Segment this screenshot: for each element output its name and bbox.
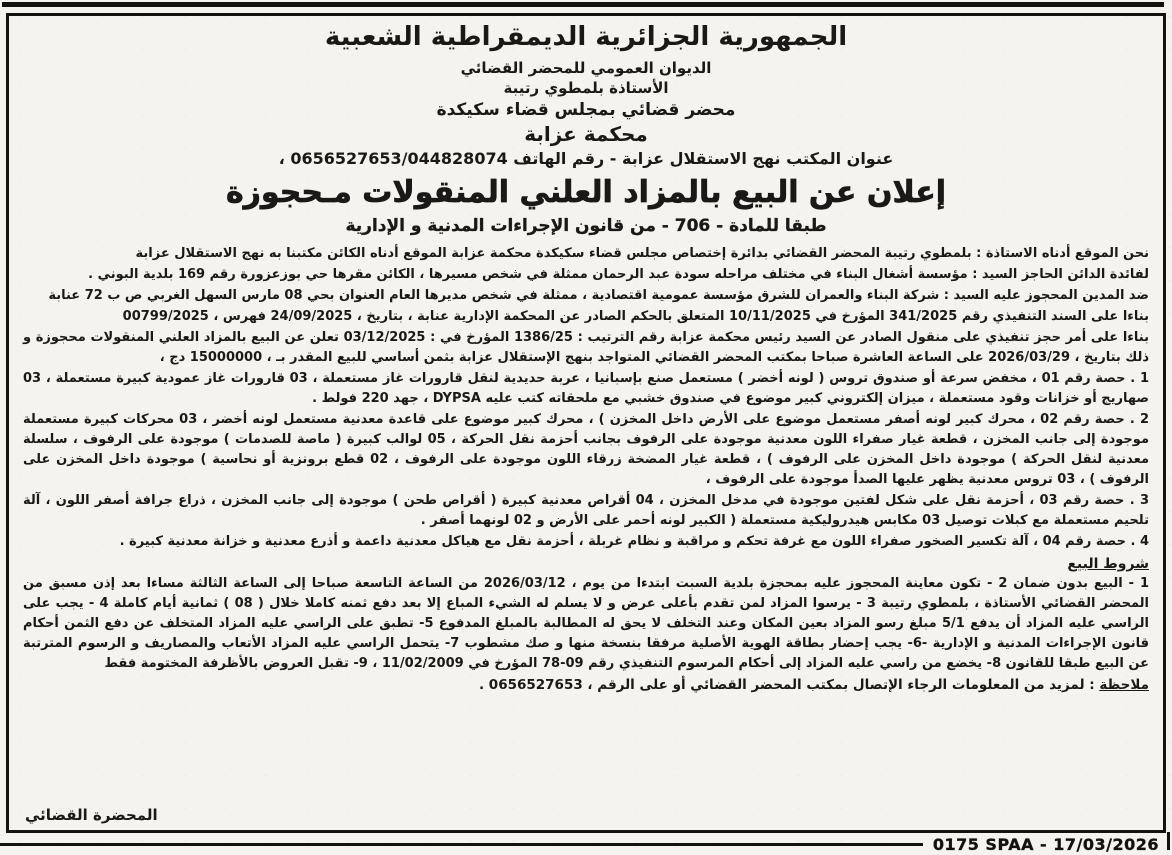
intro-paragraph: نحن الموقع أدناه الاستاذة : بلمطوي رتيبة المحضر القضائي بدائرة إختصاص مجلس قضاء سكيكدة محكمة عزابة الموقع أدناه الكائن مكتبنا به نهج الاستقلال عزابة xyxy=(135,246,1149,261)
court-council-line: محضر قضائي بمجلس قضاء سكيكدة xyxy=(436,100,736,120)
bailiff-name-line: الأستاذة بلمطوي رتيبة xyxy=(503,79,669,97)
note-label: ملاحظة xyxy=(1099,677,1149,693)
bottom-border-rule xyxy=(0,843,923,846)
legal-article-subtitle: طبقا للمادة - 706 - من قانون الإجراءات المدنية و الإدارية xyxy=(345,216,827,236)
lot-item-4: 4 . حصة رقم 04 ، آلة تكسير الصخور صفراء اللون مع غرفة تحكم و مراقبة و نظام غربلة ، أحزمة نقل مع هياكل معدنية داعمة و أذرع معدنية و خزانة معدنية كبيرة . xyxy=(119,534,1149,549)
note-text: : لمزيد من المعلومات الرجاء الإتصال بمكتب المحضر القضائي أو على الرقم ، 0656527653 . xyxy=(478,677,1095,693)
note-line xyxy=(23,675,1149,695)
lot-item-2: 2 . حصة رقم 02 ، محرك كبير لونه أصفر مستعمل موضوع على الأرض داخل المخزن ) ، محرك كبير موضوع على قاعدة معدنية مستعمل لونه أخضر ، 03 محركات كبيرة مستعملة موجودة إلى جانب المخزن ، قطعة غيار صفراء اللون معدنية موجودة على الرفوف بجانب أحزمة نقل الحركة ، 05 لوالب كبيرة ( ماصة للصدمات ) موجودة على الرفوف ، سلسلة معدنية لنقل الحركة ) موجودة داخل المخزن على الرفوف ) ، قطعة غيار المضخة زرقاء اللون موجودة على الرفوف ، 02 قطع برونزية أو نحاسية ) موجودة داخل المخزن على الرفوف ) ، 03 تروس معدنية يظهر عليها الصدأ موجودة على الرفوف ، xyxy=(23,412,1149,487)
creditor-paragraph: لفائدة الدائن الحاجز السيد : مؤسسة أشغال البناء في مختلف مراحله سودة عبد الرحمان ممثلة في شخص مسيرها ، الكائن مقرها حي بوزعزورة رقم 169 بلدية البوني . xyxy=(88,267,1149,282)
frame-corner-tick xyxy=(1167,832,1170,850)
notice-body xyxy=(23,244,1149,695)
office-address-line: عنوان المكتب نهج الاستقلال عزابة - رقم الهاتف 0656527653/044828074 ، xyxy=(278,149,894,168)
document-frame xyxy=(6,13,1166,833)
sale-terms-heading: شروط البيع xyxy=(1067,556,1149,572)
sale-terms-paragraph: 1 - البيع بدون ضمان 2 - تكون معاينة المحجوز عليه بمحجزة بلدية السبت ابتدءا من يوم ، 2026/03/12 من الساعة التاسعة صباحا إلى الساعة الثالثة مساءا بعد إذن مسبق من المحضر القضائي الأستاذة ، بلمطوي رتيبة 3 - يرسوا المزاد لمن تقدم بأعلى عرض و لا يسلم له الشيء المباع إلا بعد دفع ثمنه كاملا خلال ( 08 ) ثمانية أيام كاملة 4 - يجب على الراسي عليه المزاد أن يدفع 5/1 مبلغ رسو المزاد بعين المكان وعند التخلف لا يحق له المطالبة بالمبلغ المدفوع 5- تطبق على الراسي عليه المزاد المتخلف عن دفع الثمن أحكام قانون الإجراءات المدنية و الإدارية -6- يجب إحضار بطاقة الهوية الأصلية مرفقا بنسخة منها و صك مشطوب 7- يتحمل الراسي عليه المزاد الأتعاب والمصاريف و الرسوم المترتبة عن البيع طبقا للقانون 8- يخضع من راسي عليه المزاد إلى أحكام المرسوم التنفيذي رقم 09-78 المؤرخ في 11/02/2009 ، 9- تقبل العروض بالأظرفة المختومة فقط xyxy=(23,576,1149,671)
bailiff-office-line: الديوان العمومي للمحضر القضائي xyxy=(460,59,712,77)
lot-item-1: 1 . حصة رقم 01 ، مخفض سرعة أو صندوق تروس ( لونه أخضر ) مستعمل صنع بإسبانيا ، عربة حديدية لنقل قارورات غاز مستعملة ، 03 قارورات غاز عمودية كبيرة مستعملة ، 03 صهاريج أو خزانات وقود مستعملة ، ميزان إلكتروني كبير موضوع في صندوق خشبي مع ملحقاته كتب عليه DYPSA ، جهد 220 فولط . xyxy=(23,371,1150,406)
bottom-footer-row xyxy=(0,835,1170,854)
notice-title: إعلان عن البيع بالمزاد العلني المنقولات مـحجوزة xyxy=(225,175,947,210)
lot-item-3: 3 . حصة رقم 03 ، أحزمة نقل على شكل لفتين موجودة في مدخل المخزن ، 04 أقراص معدنية كبيرة ( أقراص طحن ) موجودة إلى جانب المخزن ، ذراع جرافة أصفر اللون ، آلة تلحيم مستعملة مع كبلات توصيل 03 مكابس هيدروليكية مستعملة ( الكبير لونه أحمر على الأرض و 02 لونهما أصفر . xyxy=(23,493,1149,528)
court-name-line: محكمة عزابة xyxy=(524,122,648,146)
top-border-rule xyxy=(2,2,1164,7)
stamp-reference: 0175 SPAA - 17/03/2026 xyxy=(932,835,1159,854)
bailiff-signature: المحضرة القضائي xyxy=(25,806,158,824)
seizure-order-paragraph: بناءا على أمر حجز تنفيذي على منقول الصادر عن السيد رئيس محكمة عزابة رقم الترتيب : 1386/25 المؤرخ في : 03/12/2025 تعلن عن البيع بالمزاد العلني المنقولات محجوزة و ذلك بتاريخ ، 2026/03/29 على الساعة العاشرة صباحا بمكتب المحضر القضائي المتواجد بنهج الإستقلال عزابة بثمن أساسي للبيع المقدر بـ ، 15000000 دج ، xyxy=(23,330,1149,365)
writ-paragraph: بناءا على السند التنفيذي رقم 341/2025 المؤرخ في 10/11/2025 المتعلق بالحكم الصادر عن المحكمة الإدارية عنابة ، بتاريخ ، 24/09/2025 فهرس ، 00799/2025 xyxy=(122,309,1149,324)
republic-header: الجمهورية الجزائرية الديمقراطية الشعبية xyxy=(324,22,848,52)
debtor-paragraph: ضد المدين المحجوز عليه السيد : شركة البناء والعمران للشرق مؤسسة عمومية اقتصادية ، ممثلة في شخص مديرها العام العنوان بحي 08 مارس السهل الغربي ص ب 72 عنابة xyxy=(48,288,1149,303)
